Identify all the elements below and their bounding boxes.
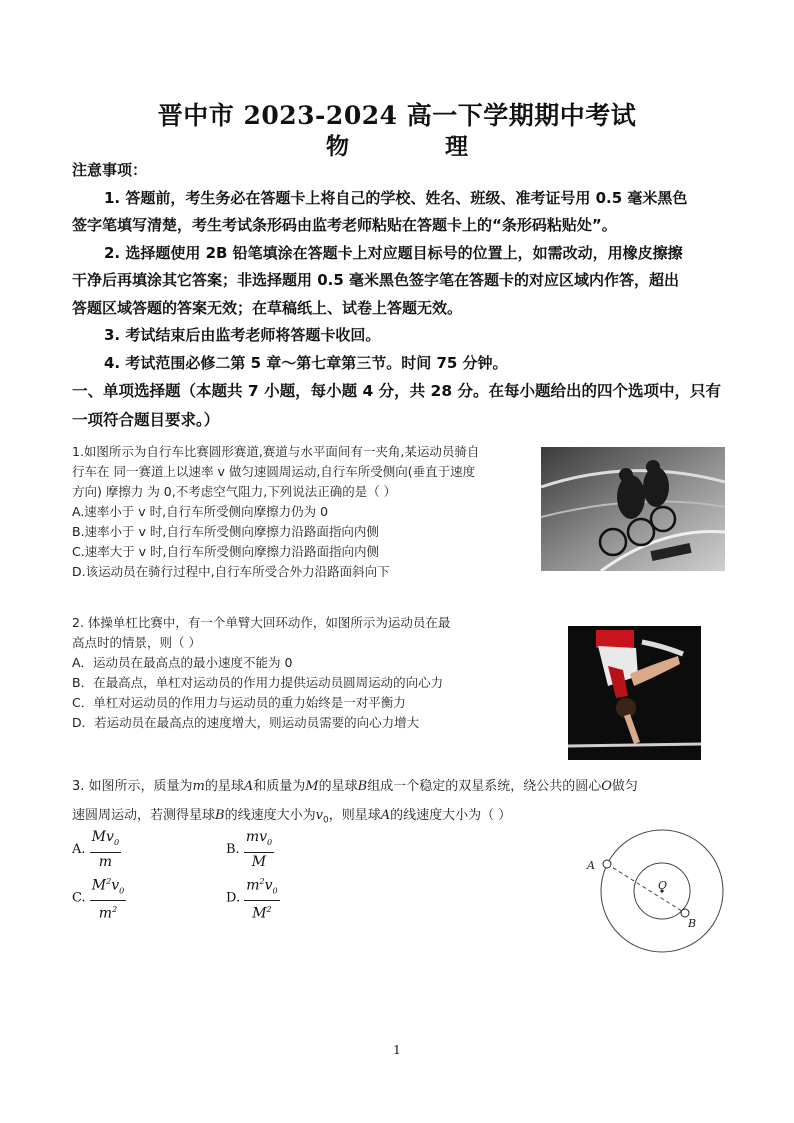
note-3: 3. 考试结束后由监考老师将答题卡收回。 <box>104 326 381 344</box>
label-o: O <box>658 879 668 892</box>
q3-stem-1: 3. 如图所示，质量为m的星球A和质量为M的星球B组成一个稳定的双星系统，绕公共的圆心O做匀 <box>72 779 638 794</box>
note-2c: 答题区域答题的答案无效；在草稿纸上、试卷上答题无效。 <box>72 298 463 317</box>
gymnast-photo <box>568 626 701 760</box>
notes-block <box>72 157 732 377</box>
note-4: 4. 考试范围必修二第 5 章～第七章第三节。时间 75 分钟。 <box>104 353 508 372</box>
q1-option-a: A.速率小于 v 时,自行车所受侧向摩擦力仍为 0 <box>72 504 329 519</box>
section-1-line-2: 一项符合题目要求。） <box>72 411 220 429</box>
page-number: 1 <box>393 1043 401 1057</box>
q1-option-d: D.该运动员在骑行过程中,自行车所受合外力沿路面斜向下 <box>72 564 390 579</box>
q3-option-a: A. $\frac{Mv_0}{m}$ <box>72 829 120 870</box>
label-a: A <box>587 859 595 872</box>
q2-stem-1: 2. 体操单杠比赛中，有一个单臂大回环动作，如图所示为运动员在最 <box>72 615 451 630</box>
q3-var-A: A <box>243 779 254 794</box>
exam-title: 晋中市 2023-2024 高一下学期期中考试 <box>157 101 637 130</box>
q3-var-v0: v <box>315 808 323 823</box>
q3-var-M: M <box>305 779 319 794</box>
q2-stem-2: 高点时的情景，则（ ） <box>72 635 201 650</box>
q2-option-d: D．若运动员在最高点的速度增大，则运动员需要的向心力增大 <box>72 715 420 730</box>
star-a <box>603 860 611 868</box>
notes-heading: 注意事项： <box>72 161 148 179</box>
question-2 <box>72 613 552 733</box>
q1-stem-2: 行车在 同一赛道上以速率 v 做匀速圆周运动,自行车所受侧向(垂直于速度 <box>72 464 476 479</box>
q2-option-b: B．在最高点，单杠对运动员的作用力提供运动员圆周运动的向心力 <box>72 675 444 690</box>
q2-option-c: C．单杠对运动员的作用力与运动员的重力始终是一对平衡力 <box>72 695 406 710</box>
star-b <box>681 909 689 917</box>
q3-option-d: D. $\frac{m^2v_0}{M^2}$ <box>226 873 280 923</box>
question-1 <box>72 442 537 582</box>
note-1b: 签字笔填写清楚，考生考试条形码由监考老师粘贴在答题卡上的“条形码粘贴处”。 <box>72 216 617 234</box>
note-2a: 2. 选择题使用 2B 铅笔填涂在答题卡上对应题目标号的位置上，如需改动，用橡皮擦擦 <box>104 243 683 262</box>
q3-option-b: B. $\frac{mv_0}{M}$ <box>226 829 273 870</box>
q3-option-c: C. $\frac{M^2v_0}{m^2}$ <box>72 873 126 923</box>
subject-char-2: 理 <box>445 133 468 160</box>
subject-char-1: 物 <box>326 133 349 160</box>
label-b: B <box>688 917 697 930</box>
q3-var-m: m <box>192 779 205 794</box>
q2-option-a: A．运动员在最高点的最小速度不能为 0 <box>72 655 293 670</box>
q3-var-B: B <box>357 779 368 794</box>
binary-star-diagram <box>578 825 728 965</box>
q3-stem-2: 速圆周运动，若测得星球B的线速度大小为$v_0$，则星球A的线速度大小为（ ） <box>72 808 512 826</box>
q1-stem-1: 1.如图所示为自行车比赛圆形赛道,赛道与水平面间有一夹角,某运动员骑自 <box>72 444 480 459</box>
note-2b: 干净后再填涂其它答案；非选择题用 0.5 毫米黑色签字笔在答题卡的对应区域内作答，超出 <box>72 271 680 289</box>
note-1a: 1. 答题前，考生务必在答题卡上将自己的学校、姓名、班级、准考证号用 0.5 毫米黑色 <box>104 188 688 207</box>
section-1-heading <box>72 377 732 435</box>
q3-var-O: O <box>601 779 612 794</box>
connecting-line <box>607 864 685 913</box>
cycling-track-photo <box>541 447 725 571</box>
q1-option-b: B.速率小于 v 时,自行车所受侧向摩擦力沿路面指向内侧 <box>72 524 379 539</box>
q1-stem-3: 方向) 摩擦力 为 0,不考虑空气阻力,下列说法正确的是（ ） <box>72 484 397 499</box>
q1-option-c: C.速率大于 v 时,自行车所受侧向摩擦力沿路面指向内侧 <box>72 544 380 559</box>
section-1-line-1: 一、单项选择题（本题共 7 小题，每小题 4 分，共 28 分。在每小题给出的四个选项中，只有 <box>72 382 722 400</box>
